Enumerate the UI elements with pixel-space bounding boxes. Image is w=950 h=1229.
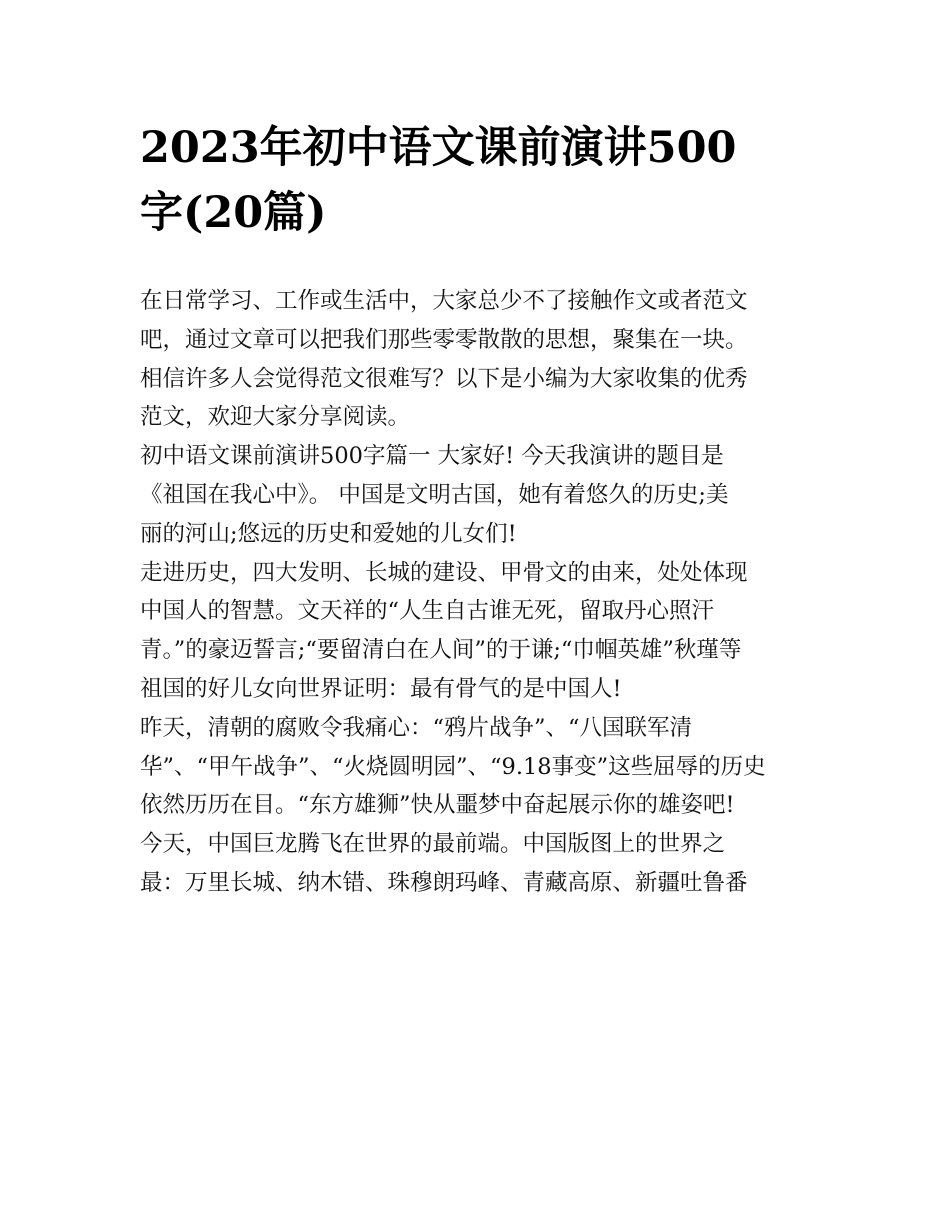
document-title <box>140 116 820 246</box>
body-line: 青。”的豪迈誓言;“要留清白在人间”的于谦;“巾帼英雄”秋瑾等 <box>140 637 742 664</box>
body-line: 华”、“甲午战争”、“火烧圆明园”、“9.18事变”这些屈辱的历史 <box>140 753 766 780</box>
body-line: 《祖国在我心中》。 中国是文明古国，她有着悠久的历史;美 <box>140 481 729 508</box>
body-line: 在日常学习、工作或生活中，大家总少不了接触作文或者范文 <box>140 288 748 314</box>
body-line: 丽的河山;悠远的历史和爱她的儿女们! <box>140 520 517 547</box>
body-line: 中国人的智慧。文天祥的“人生自古谁无死，留取丹心照汗 <box>140 598 715 625</box>
document-body <box>140 282 820 903</box>
body-line: 范文，欢迎大家分享阅读。 <box>140 404 411 431</box>
body-line: 初中语文课前演讲500字篇一 大家好! 今天我演讲的题目是 <box>140 443 724 470</box>
body-line: 走进历史，四大发明、长城的建设、甲骨文的由来，处处体现 <box>140 559 748 586</box>
title-line-1: 2023年初中语文课前演讲500 <box>140 123 737 173</box>
body-line: 吧，通过文章可以把我们那些零零散散的思想，聚集在一块。 <box>140 326 748 353</box>
body-line: 今天，中国巨龙腾飞在世界的最前端。中国版图上的世界之 <box>140 831 726 858</box>
body-line: 昨天，清朝的腐败令我痛心：“鸦片战争”、“八国联军清 <box>140 714 693 741</box>
body-line: 祖国的好儿女向世界证明：最有骨气的是中国人! <box>140 675 622 702</box>
body-line: 相信许多人会觉得范文很难写？以下是小编为大家收集的优秀 <box>140 365 748 392</box>
title-line-2: 字(20篇) <box>140 188 327 238</box>
body-line: 最：万里长城、纳木错、珠穆朗玛峰、青藏高原、新疆吐鲁番 <box>140 869 748 896</box>
body-line: 依然历历在目。“东方雄狮”快从噩梦中奋起展示你的雄姿吧! <box>140 792 735 819</box>
